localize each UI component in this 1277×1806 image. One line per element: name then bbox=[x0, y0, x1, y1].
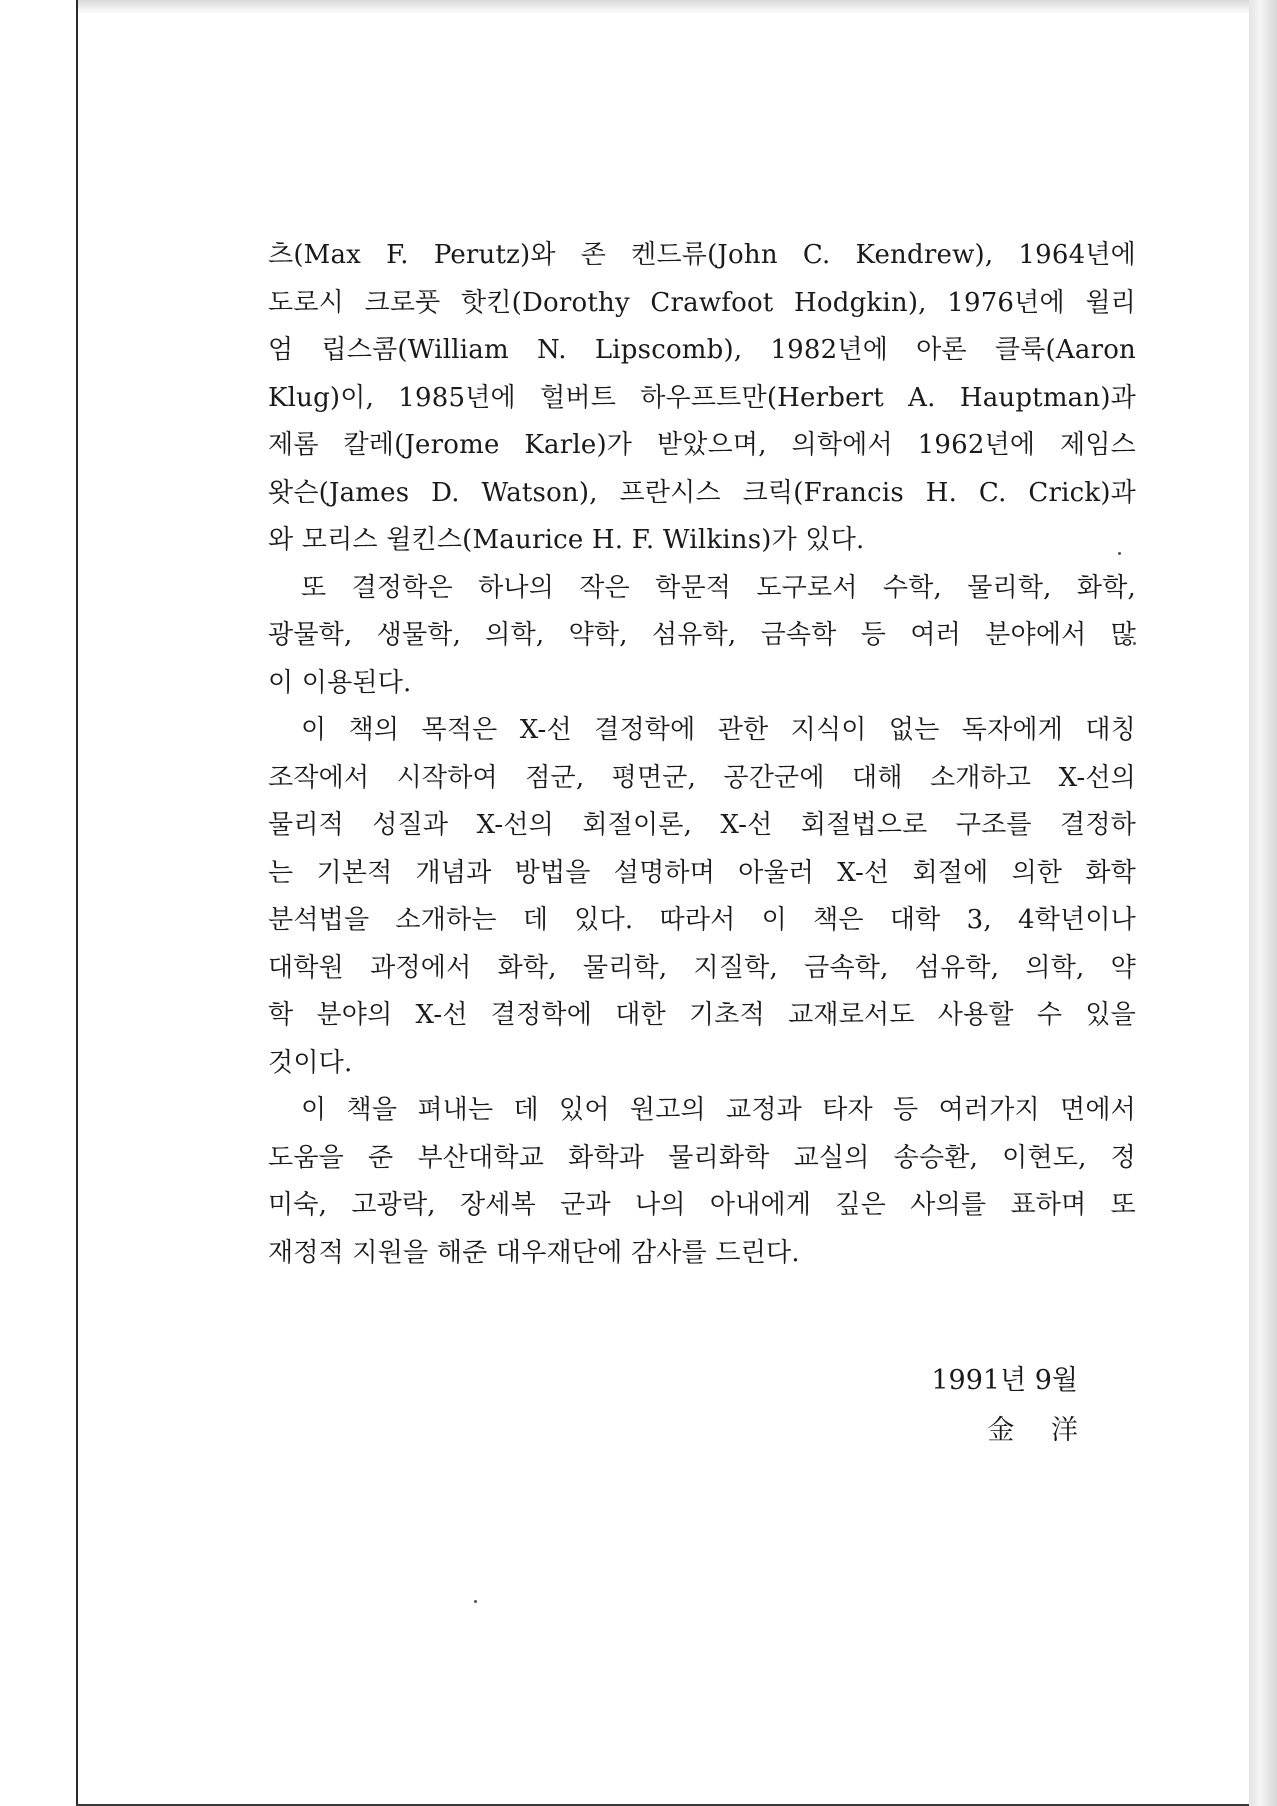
text-line: Klug)이, 1985년에 헐버트 하우프트만(Herbert A. Hauptman)과 bbox=[268, 382, 1136, 413]
text-line: 대학원 과정에서 화학, 물리학, 지질학, 금속학, 섬유학, 의학, 약 bbox=[268, 952, 1136, 983]
signature-author-name: 金 洋 bbox=[987, 1415, 1092, 1446]
signature-date: 1991년 9월 bbox=[931, 1365, 1078, 1396]
text-line: 것이다. bbox=[268, 1047, 353, 1078]
text-line: 엄 립스콤(William N. Lipscomb), 1982년에 아론 클룩(Aaron bbox=[268, 335, 1136, 365]
page-left-border bbox=[76, 0, 78, 1806]
text-line: 미숙, 고광락, 장세복 군과 나의 아내에게 깊은 사의를 표하며 또 bbox=[268, 1190, 1136, 1220]
text-line: 또 결정학은 하나의 작은 학문적 도구로서 수학, 물리학, 화학, bbox=[301, 572, 1136, 603]
text-line: 재정적 지원을 해준 대우재단에 감사를 드린다. bbox=[268, 1237, 800, 1268]
text-line: 제롬 칼레(Jerome Karle)가 받았으며, 의학에서 1962년에 제임스 bbox=[268, 430, 1136, 460]
text-line: 물리적 성질과 X-선의 회절이론, X-선 회절법으로 구조를 결정하 bbox=[268, 810, 1136, 840]
paragraph bbox=[268, 707, 1136, 1087]
paragraph bbox=[268, 565, 1136, 708]
text-line: 츠(Max F. Perutz)와 존 켄드류(John C. Kendrew), 1964년에 bbox=[268, 240, 1136, 270]
text-line: 도로시 크로풋 핫킨(Dorothy Crawfoot Hodgkin), 1976년에 윌리 bbox=[268, 287, 1136, 318]
page-top-shadow bbox=[78, 0, 1249, 14]
text-line: 왓슨(James D. Watson), 프란시스 크릭(Francis H. C. Crick)과 bbox=[268, 477, 1136, 508]
text-line: 이 책을 펴내는 데 있어 원고의 교정과 타자 등 여러가지 면에서 bbox=[301, 1095, 1136, 1125]
text-line: 와 모리스 윌킨스(Maurice H. F. Wilkins)가 있다. bbox=[268, 525, 865, 555]
scan-speck bbox=[474, 1600, 477, 1603]
text-line: 분석법을 소개하는 데 있다. 따라서 이 책은 대학 3, 4학년이나 bbox=[268, 905, 1136, 935]
text-line: 학 분야의 X-선 결정학에 대한 기초적 교재로서도 사용할 수 있을 bbox=[268, 1000, 1136, 1030]
page-right-edge bbox=[1249, 0, 1277, 1806]
text-line: 이 이용된다. bbox=[268, 667, 412, 698]
text-line: 는 기본적 개념과 방법을 설명하며 아울러 X-선 회절에 의한 화학 bbox=[268, 857, 1136, 888]
text-line: 도움을 준 부산대학교 화학과 물리화학 교실의 송승환, 이현도, 정 bbox=[268, 1142, 1136, 1173]
text-line: 조작에서 시작하여 점군, 평면군, 공간군에 대해 소개하고 X-선의 bbox=[268, 762, 1136, 793]
paragraph bbox=[268, 1087, 1136, 1277]
signature-block bbox=[931, 1356, 1092, 1456]
paragraph bbox=[268, 232, 1136, 565]
preface-body-text bbox=[268, 232, 1136, 1277]
text-line: 광물학, 생물학, 의학, 약학, 섬유학, 금속학 등 여러 분야에서 많 bbox=[268, 620, 1136, 650]
text-line: 이 책의 목적은 X-선 결정학에 관한 지식이 없는 독자에게 대칭 bbox=[301, 715, 1136, 745]
